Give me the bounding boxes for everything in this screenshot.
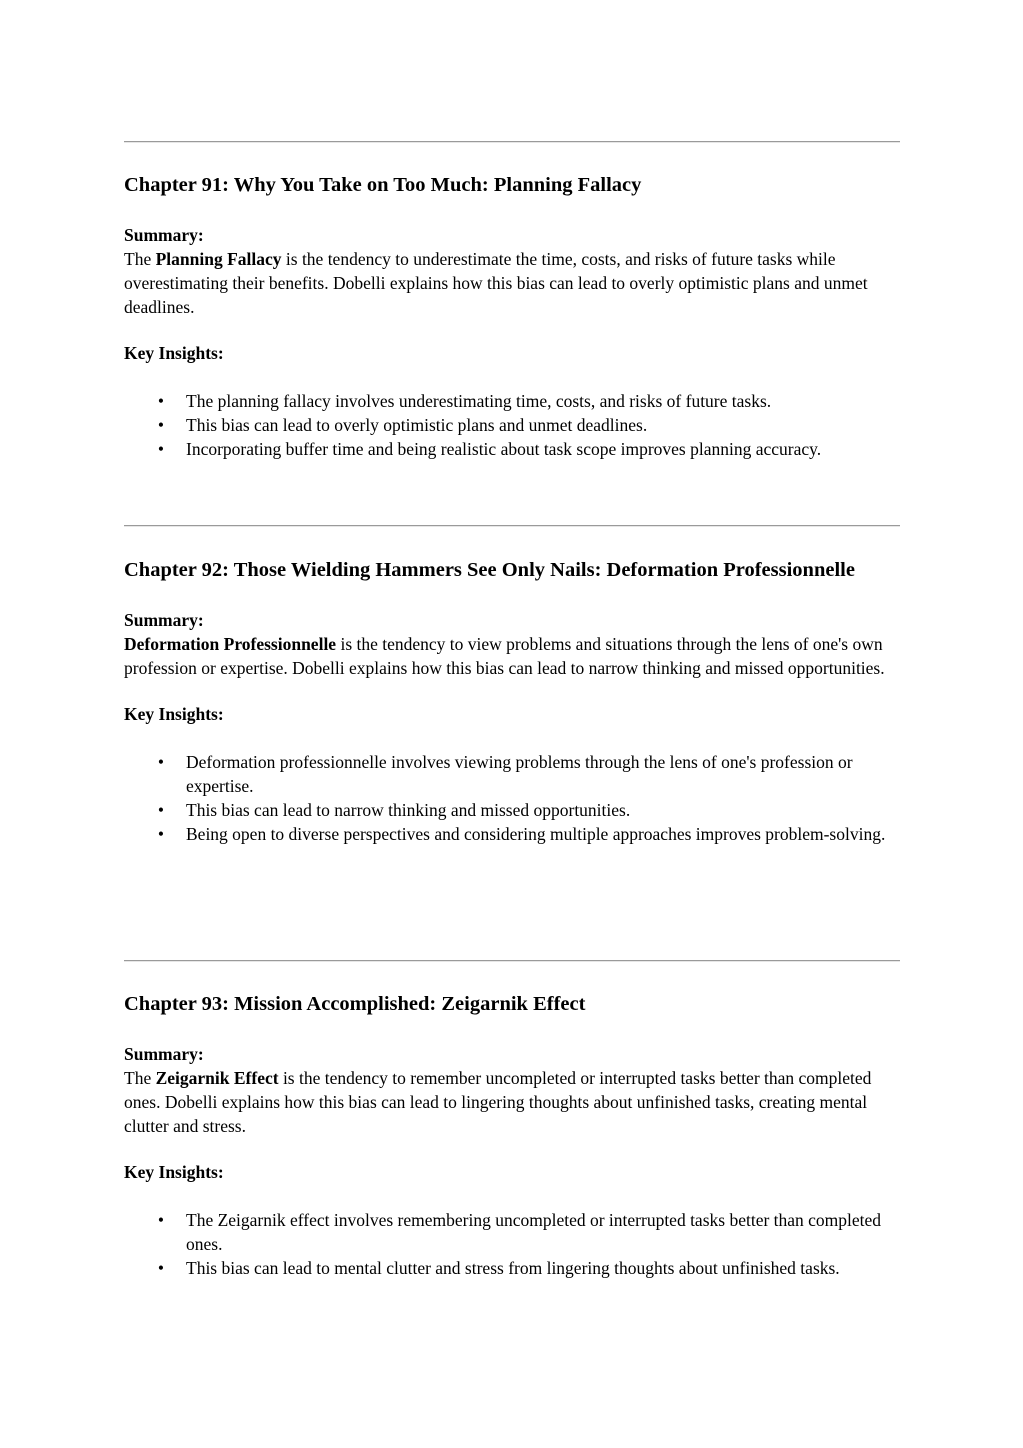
bullet-icon: • (157, 391, 165, 411)
summary-text (124, 632, 900, 680)
bias-name: Zeigarnik Effect (155, 1068, 279, 1088)
list-item-text: The planning fallacy involves underestimating time, costs, and risks of future tasks. (186, 391, 772, 411)
chapter-section (124, 991, 900, 1280)
summary-label: Summary: (124, 610, 204, 630)
bullet-icon: • (157, 824, 165, 844)
summary-prefix: The (124, 249, 156, 269)
key-insights-list (124, 389, 900, 461)
summary-label: Summary: (124, 1044, 204, 1064)
list-item (124, 1208, 900, 1256)
summary-label: Summary: (124, 225, 204, 245)
bullet-icon: • (157, 439, 165, 459)
list-item (124, 798, 900, 822)
key-insights-label: Key Insights: (124, 704, 224, 724)
list-item-text: Being open to diverse perspectives and considering multiple approaches improves problem-solving. (186, 824, 886, 844)
horizontal-rule (124, 525, 900, 527)
list-item (124, 413, 900, 437)
list-item-text: Incorporating buffer time and being realistic about task scope improves planning accuracy. (186, 439, 822, 459)
list-item (124, 389, 900, 413)
horizontal-rule (124, 141, 900, 143)
key-insights-label: Key Insights: (124, 343, 224, 363)
summary-body: is the tendency to view problems and situations through the lens of one's own profession or expertise. Dobelli explains how this bias can lead to narrow thinking and missed opportunities. (124, 634, 885, 678)
bullet-icon: • (157, 415, 165, 435)
summary-body: is the tendency to remember uncompleted or interrupted tasks better than completed ones. Dobelli explains how this bias can lead to lingering thoughts about unfinished tasks, creating mental clutter and stress. (124, 1068, 872, 1136)
chapter-title: Chapter 93: Mission Accomplished: Zeigarnik Effect (124, 993, 586, 1015)
bias-name: Planning Fallacy (155, 249, 282, 269)
key-insights-list (124, 1208, 900, 1280)
list-item-text: This bias can lead to mental clutter and stress from lingering thoughts about unfinished tasks. (186, 1258, 840, 1278)
bullet-icon: • (157, 752, 165, 772)
summary-text (124, 247, 900, 319)
bias-name: Deformation Professionnelle (124, 634, 337, 654)
key-insights-list (124, 750, 900, 846)
horizontal-rule (124, 960, 900, 962)
summary-body: is the tendency to underestimate the time, costs, and risks of future tasks while overestimating their benefits. Dobelli explains how this bias can lead to overly optimistic plans and unmet deadlines. (124, 249, 868, 317)
list-item (124, 822, 900, 846)
summary-prefix: The (124, 1068, 156, 1088)
chapter-title: Chapter 92: Those Wielding Hammers See Only Nails: Deformation Professionnelle (124, 559, 855, 581)
key-insights-label: Key Insights: (124, 1162, 224, 1182)
list-item (124, 437, 900, 461)
list-item-text: This bias can lead to overly optimistic plans and unmet deadlines. (186, 415, 648, 435)
bullet-icon: • (157, 800, 165, 820)
summary-text (124, 1066, 900, 1138)
list-item-text: Deformation professionnelle involves viewing problems through the lens of one's profession or expertise. (186, 752, 853, 796)
chapter-section (124, 172, 900, 461)
bullet-icon: • (157, 1258, 165, 1278)
list-item-text: The Zeigarnik effect involves remembering uncompleted or interrupted tasks better than completed ones. (186, 1210, 882, 1254)
chapter-section (124, 557, 900, 846)
list-item-text: This bias can lead to narrow thinking and missed opportunities. (186, 800, 631, 820)
list-item (124, 750, 900, 798)
chapter-title: Chapter 91: Why You Take on Too Much: Planning Fallacy (124, 174, 642, 196)
list-item (124, 1256, 900, 1280)
bullet-icon: • (157, 1210, 165, 1230)
